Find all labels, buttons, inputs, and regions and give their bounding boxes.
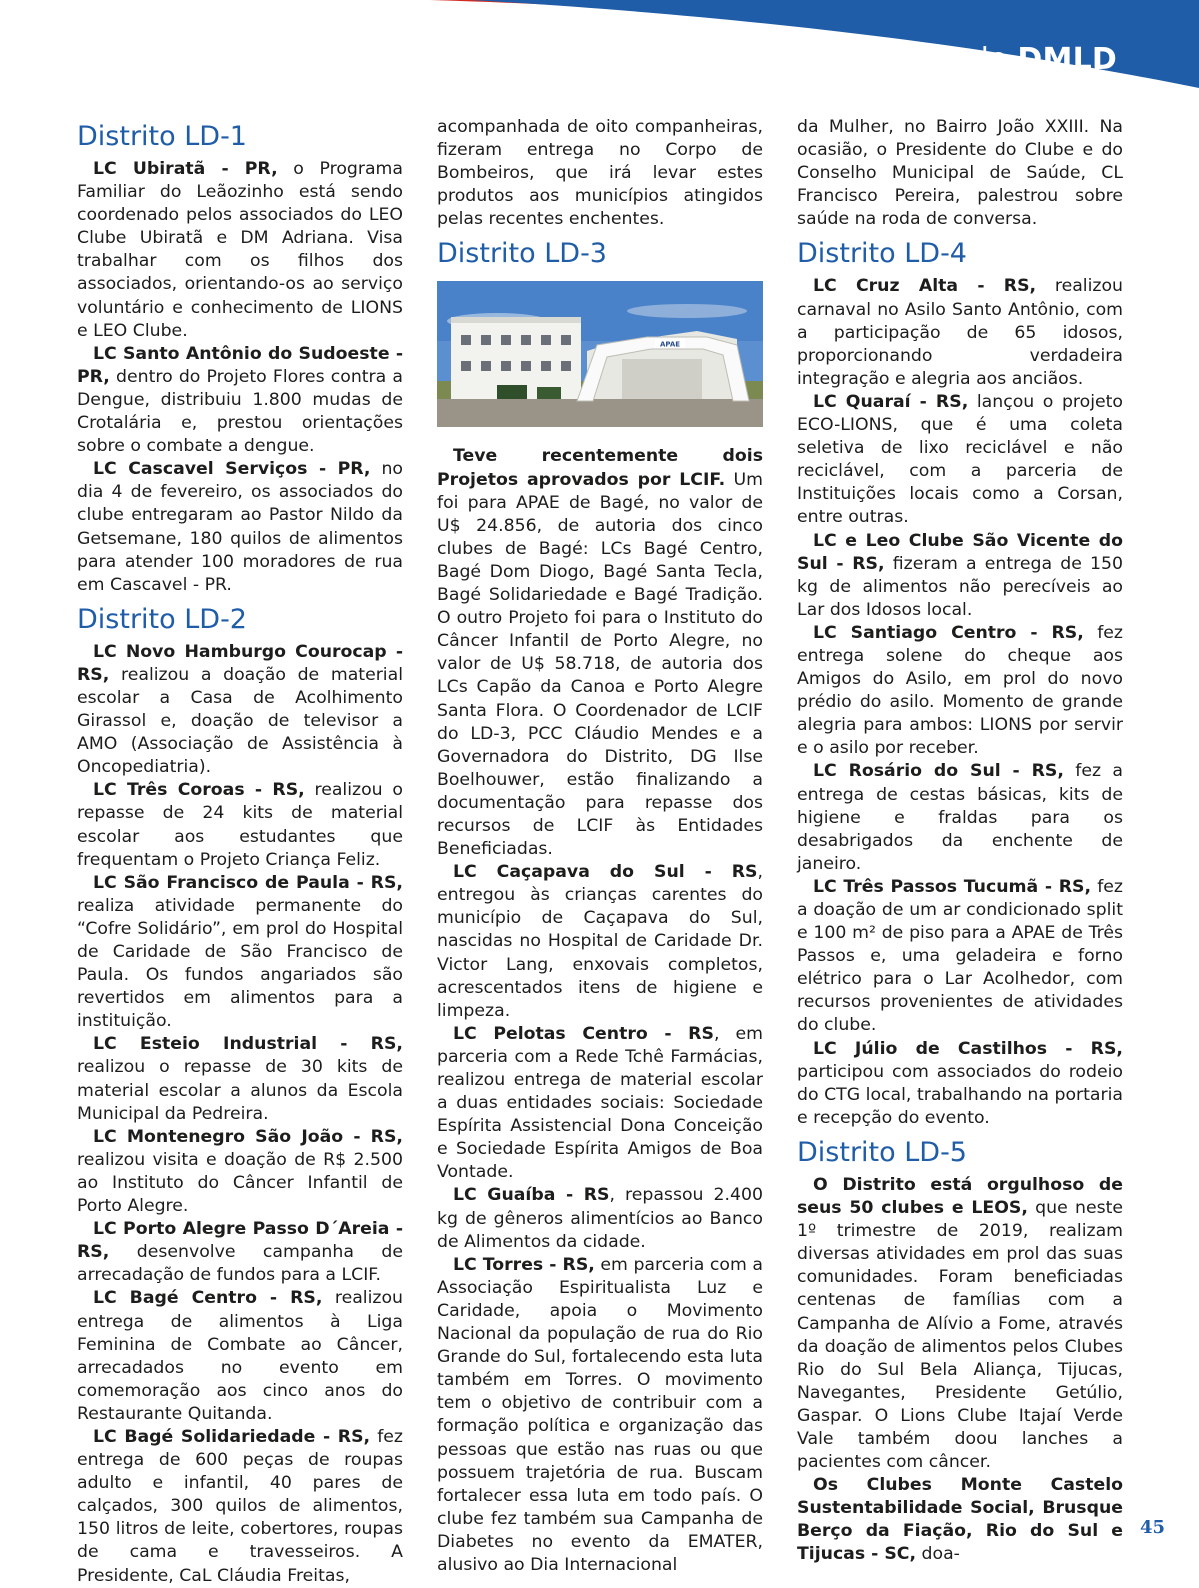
- paragraph: Teve recentemente dois Projetos aprovados por LCIF. Um foi para APAE de Bagé, no valor de U$ 24.856, de autoria dos cinco clubes de Bagé: LCs Bagé Centro, Bagé Dom Diogo, Bagé Santa Tecla, Bagé Solidariedade e Bagé Tradição. O outro Projeto foi para o Instituto do Câncer Infantil de Porto Alegre, no valor de U$ 58.718, de autoria dos LCs Capão da Canoa e Porto Alegre Santa Flora. O Coordenador de LCIF do LD-3, PCC Cláudio Mendes e a Governadora do Distrito, DG Ilse Boelhouwer, estão finalizando a documentação para repasse dos recursos de LCIF às Entidades Beneficiadas.: [437, 446, 763, 860]
- paragraph: LC São Francisco de Paula - RS, realiza atividade permanente do “Cofre Solidário”, em prol do Hospital de Caridade de São Francisco de Paula. Os fundos angariados são revertidos em alimentos para a instituição.: [77, 872, 403, 1032]
- paragraph: LC Caçapava do Sul - RS, entregou às crianças carentes do município de Caçapava do Sul, nascidas no Hospital de Caridade Dr. Victor Lang, enxovais completos, acrescentados itens de higiene e limpeza.: [437, 862, 763, 1021]
- paragraph: LC Bagé Solidariedade - RS, fez entrega de 600 peças de roupas adulto e infantil, 40 pares de calçados, 300 quilos de alimentos, 150 litros de leite, cobertores, roupas de cama e travesseiros. A Presidente, CaL Cláudia Freitas,: [77, 1426, 403, 1586]
- paragraph: LC Torres - RS, em parceria com a Associação Espiritualista Luz e Caridade, apoia o Movimento Nacional da população de rua do Rio Grande do Sul, fortalecendo esta luta também em Torres. O movimento tem o objetivo de contribuir com a formação política e organização das pessoas que estão nas ruas ou que possuem trajetória de rua. Buscam fortalecer essa luta em todo país. O clube fez também sua Campanha de Diabetes no evento da EMATER, alusivo ao Dia Internacional: [437, 1254, 763, 1575]
- paragraph: LC e Leo Clube São Vicente do Sul - RS, fizeram a entrega de 150 kg de alimentos não perecíveis ao Lar dos Idosos local.: [797, 530, 1123, 620]
- paragraph: LC Cascavel Serviços - PR, no dia 4 de fevereiro, os associados do clube entregaram ao Pastor Nildo da Getsemane, 180 quilos de alimentos para atender 100 moradores de rua em Cascavel - PR.: [77, 459, 403, 595]
- paragraph: LC Cruz Alta - RS, realizou carnaval no Asilo Santo Antônio, com a participação de 65 idosos, proporcionando verdadeira integração e alegria aos anciãos.: [797, 276, 1123, 389]
- paragraph: LC Santiago Centro - RS, fez entrega solene do cheque aos Amigos do Asilo, em prol do novo prédio do asilo. Momento de grande alegria para ambos: LIONS por servir e o asilo por receber.: [797, 622, 1123, 759]
- paragraph: LC Rosário do Sul - RS, fez a entrega de cestas básicas, kits de higiene e fraldas para os desabrigados da enchente de janeiro.: [797, 761, 1123, 874]
- paragraph: LC Quaraí - RS, lançou o projeto ECO-LIONS, que é uma coleta seletiva de lixo reciclável e não reciclável, com a parceria de Instituições locais como a Corsan, entre outras.: [797, 391, 1123, 528]
- paragraph: da Mulher, no Bairro João XXIII. Na ocasião, o Presidente do Clube e do Conselho Municipal de Saúde, CL Francisco Pereira, palestrou sobre saúde na roda de conversa.: [797, 117, 1123, 230]
- paragraph: Os Clubes Monte Castelo Sustentabilidade Social, Brusque Berço da Fiação, Rio do Sul e Tijucas - SC, doa-: [797, 1475, 1123, 1565]
- paragraph: LC Novo Hamburgo Courocap - RS, realizou a doação de material escolar a Casa de Acolhimento Girassol e, doação de televisor a AMO (Associação de Assistência à Oncopediatria).: [77, 641, 403, 778]
- district-heading-ld2: Distrito LD-2: [77, 603, 247, 635]
- page-number: 45: [1139, 1517, 1165, 1538]
- column-2: [437, 116, 763, 1577]
- paragraph: LC Esteio Industrial - RS, realizou o repasse de 30 kits de material escolar a alunos da Escola Municipal da Pedreira.: [77, 1034, 403, 1124]
- column-3: [797, 116, 1123, 1567]
- paragraph: LC Três Coroas - RS, realizou o repasse de 24 kits de material escolar aos estudantes que frequentam o Projeto Criança Feliz.: [77, 780, 403, 870]
- district-heading-ld1: Distrito LD-1: [77, 121, 247, 152]
- paragraph: LC Porto Alegre Passo D´Areia - RS, desenvolve campanha de arrecadação de fundos para a LCIF.: [77, 1219, 403, 1286]
- district-heading-ld5: Distrito LD-5: [797, 1136, 967, 1168]
- paragraph: LC Júlio de Castilhos - RS, participou com associados do rodeio do CTG local, trabalhando na portaria e recepção do evento.: [797, 1038, 1123, 1128]
- paragraph: LC Guaíba - RS, repassou 2.400 kg de gêneros alimentícios ao Banco de Alimentos da cidade.: [437, 1185, 763, 1252]
- apae-building-photo: [437, 281, 763, 427]
- paragraph: O Distrito está orgulhoso de seus 50 clubes e LEOS, que neste 1º trimestre de 2019, realizam diversas atividades em prol das suas comunidades. Foram beneficiadas centenas de famílias com a Campanha de Alívio a Fome, através da doação de alimentos pelos Clubes Rio do Sul Bela Aliança, Tijucas, Navegantes, Presidente Getúlio, Gaspar. O Lions Clube Itajaí Verde Vale também doou lanches a pacientes com câncer.: [797, 1174, 1123, 1473]
- district-heading-ld4: Distrito LD-4: [797, 238, 967, 270]
- paragraph: LC Pelotas Centro - RS, em parceria com a Rede Tchê Farmácias, realizou entrega de material escolar a duas entidades sociais: Sociedade Espírita Assistencial Dona Conceição e Sociedade Espírita Amigos de Boa Vontade.: [437, 1023, 764, 1183]
- paragraph: LC Bagé Centro - RS, realizou entrega de alimentos à Liga Feminina de Combate ao Câncer, arrecadados no evento em comemoração aos cinco anos do Restaurante Quitanda.: [77, 1288, 403, 1424]
- section-label: O que vai pelo DMLD: [787, 42, 1117, 77]
- paragraph: LC Ubiratã - PR, o Programa Familiar do Leãozinho está sendo coordenado pelos associados do LEO Clube Ubiratã e DM Adriana. Visa trabalhar com os filhos dos associados, orientando-os ao serviço voluntário e conhecimento de LIONS e LEO Clube.: [77, 159, 403, 341]
- paragraph: LC Montenegro São João - RS, realizou visita e doação de R$ 2.500 ao Instituto do Câncer Infantil de Porto Alegre.: [77, 1126, 403, 1217]
- paragraph: acompanhada de oito companheiras, fizeram entrega no Corpo de Bombeiros, que irá levar estes produtos aos municípios atingidos pelas recentes enchentes.: [437, 117, 763, 230]
- paragraph: LC Três Passos Tucumã - RS, fez a doação de um ar condicionado split e 100 m² de piso para a APAE de Três Passos e, uma geladeira e forno elétrico para o Lar Acolhedor, com recursos provenientes de atividades do clube.: [797, 876, 1123, 1036]
- paragraph: LC Santo Antônio do Sudoeste - PR, dentro do Projeto Flores contra a Dengue, distribuiu 1.800 mudas de Crotalária e, prestou orientações sobre o combate a dengue.: [77, 343, 403, 457]
- apae-sign-text: APAE: [659, 340, 681, 349]
- district-heading-ld3: Distrito LD-3: [437, 238, 607, 270]
- column-1: [77, 120, 403, 1588]
